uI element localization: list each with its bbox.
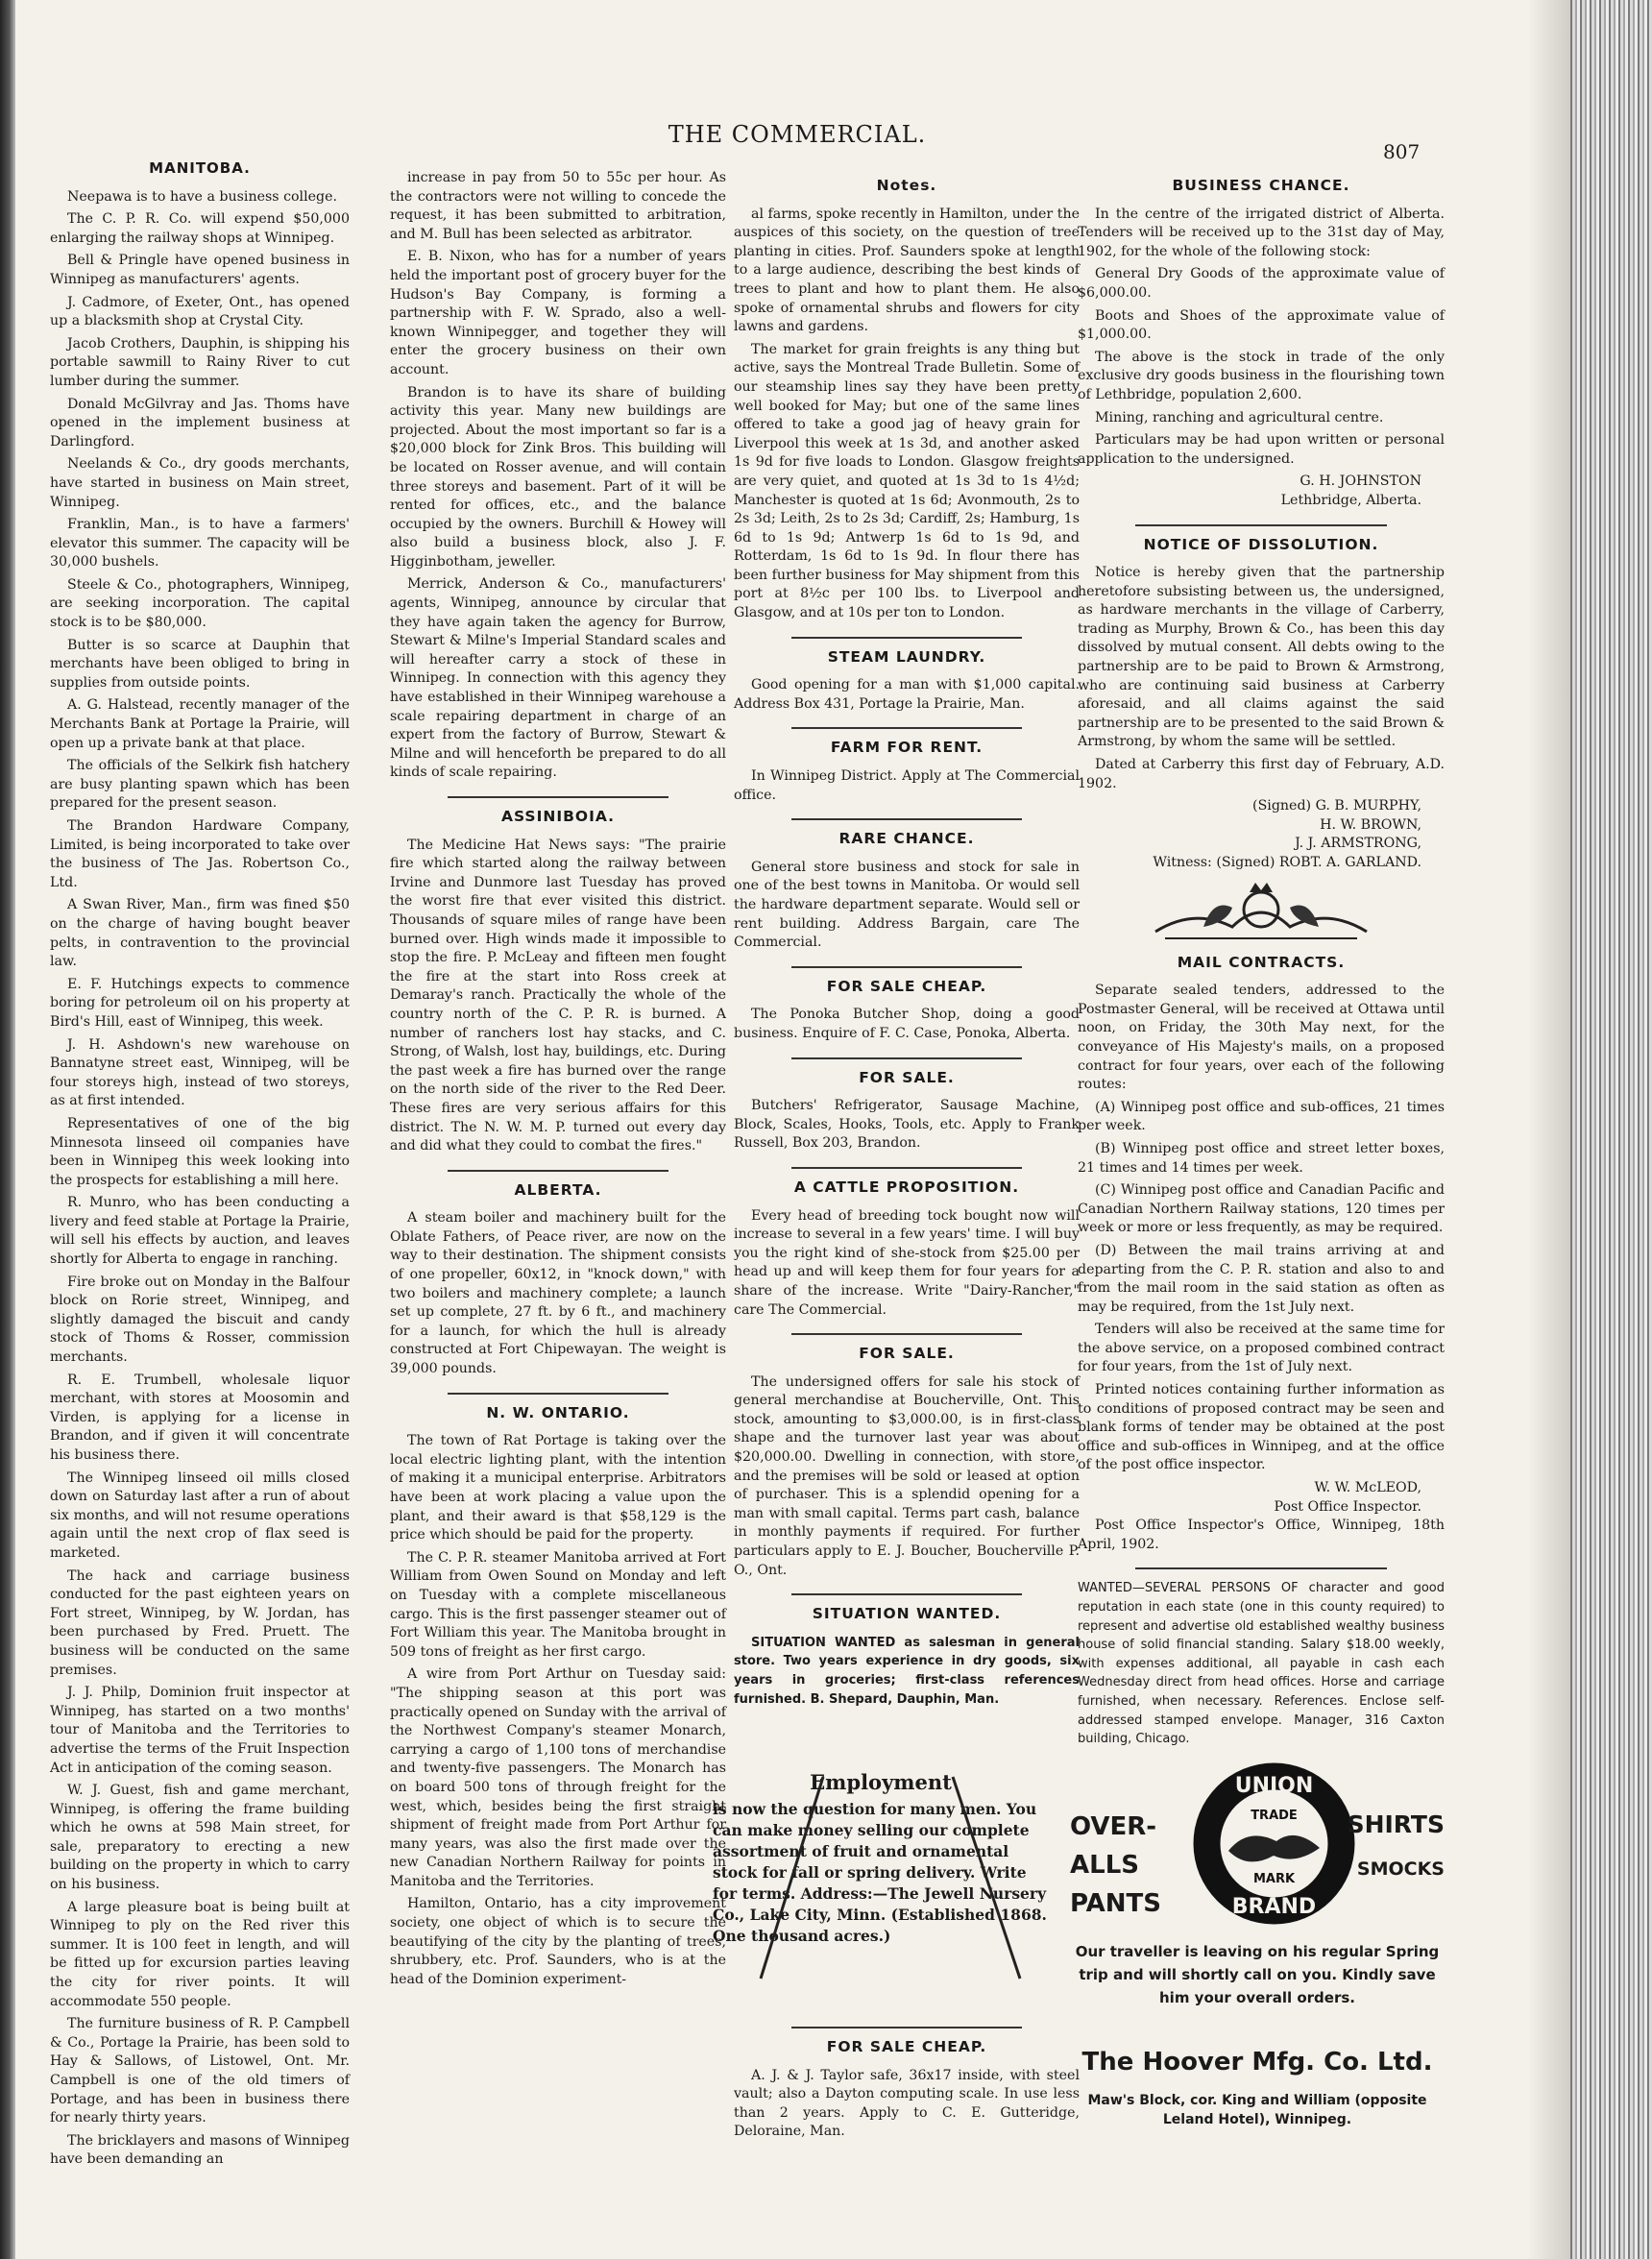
paragraph: The bricklayers and masons of Winnipeg have been demanding an [50, 2132, 350, 2168]
signature: (Signed) G. B. MURPHY, [1252, 798, 1421, 814]
paragraph: Merrick, Anderson & Co., manufacturers' agents, Winnipeg, announce by circular that they have again taken the agency for Burrow, Stewart & Milne's Imperial Standard scales and will hereafter carry a stock of these in Winnipeg. In connection with this agency they have established in their Winnipeg warehouse a scale repairing department in charge of an expert from the factory of Burrow, Stewart & Milne and will henceforth be prepared to do all kinds of scale repairing. [390, 576, 726, 781]
business-chance-text [1078, 206, 1445, 470]
product-label: SMOCKS [1356, 1858, 1445, 1880]
paragraph: A wire from Port Arthur on Tuesday said: "The shipping season at this port was practically opened on Sunday with the arrival of the Northwest Company's steamer Monarch, carrying a cargo of 1,100 tons of merchandise and twenty-five passengers. The Monarch has on board 500 tons of through freight for the west, which, besides being the first straight shipment of freight made from Port Arthur for many years, was also the first made over the new Canadian Northern Railway for points in Manitoba and the Territories. [390, 1666, 726, 1889]
paragraph: Neepawa is to have a business college. [67, 188, 338, 205]
ad-heading: MAIL CONTRACTS. [1177, 953, 1346, 971]
ad-text: Every head of breeding tock bought now will increase to several in a few years' time. I will buy you the right kind of she-stock from $25.00 per head up and will keep them for four years for a share of the increase. Write "Dairy-Rancher," care The Commercial. [734, 1207, 1080, 1318]
paragraph: The market for grain freights is any thing but active, says the Montreal Trade Bulletin. Some of our steamship lines say they have been pretty well booked for May; but one of the same lines offered to take a good jag of heavy grain for Liverpool this week at 1s 3d, and another asked 1s 9d for five loads to London. Glasgow freights are very quiet, and quoted at 1s 3d to 1s 4½d; Manchester is quoted at 1s 6d; Avonmouth, 2s to 2s 3d; Leith, 2s to 2s 3d; Cardiff, 2s; Hamburg, 1s 6d to 1s 9d; Antwerp 1s 6d to 1s 9d, and Rotterdam, 1s 6d to 1s 9d. In flour there has been further business for May shipment from this port at 8½c per 100 lbs. to Liverpool and Glasgow, and at 10s per ton to London. [734, 341, 1080, 621]
ad-text: The Ponoka Butcher Shop, doing a good business. Enquire of F. C. Case, Ponoka, Alberta. [734, 1007, 1080, 1041]
divider [791, 2027, 1022, 2028]
paragraph: Hamilton, Ontario, has a city improvement society, one object of which is to secure the beautifying of the city by the planting of trees, shrubbery, etc. Prof. Saunders, who is at the head of the Dominion experiment- [390, 1896, 726, 1987]
column-manitoba [50, 152, 350, 2168]
mail-place: Post Office Inspector's Office, Winnipeg, 18th April, 1902. [1078, 1518, 1445, 1552]
paragraph: Printed notices containing further information as to conditions of proposed contract may be seen and blank forms of tender may be obtained at the post office and sub-offices in Winnipeg, and at the office of the post office inspector. [1078, 1382, 1445, 1473]
paragraph: The C. P. R. steamer Manitoba arrived at Fort William from Owen Sound on Monday and left on Tuesday with a complete miscellaneous cargo. This is the first passenger steamer out of Fort William this year. The Manitoba brought in 509 tons of freight as her first cargo. [390, 1549, 726, 1660]
ad-heading: FARM FOR RENT. [830, 739, 984, 757]
paragraph: Franklin, Man., is to have a farmers' elevator this summer. The capacity will be 30,000 bushels. [50, 517, 350, 571]
ad-heading: FOR SALE. [859, 1068, 955, 1086]
section-heading: N. W. ONTARIO. [486, 1403, 630, 1421]
paragraph: The Brandon Hardware Company, Limited, is being incorporated to take over the business of The Jas. Robertson Co., Ltd. [50, 818, 350, 890]
logo-bottom-text: BRAND [1231, 1895, 1317, 1919]
ad-heading: STEAM LAUNDRY. [827, 647, 986, 666]
paragraph: (C) Winnipeg post office and Canadian Pacific and Canadian Northern Railway stations, 120 times per week or more or less frequently, as may be required. [1078, 1182, 1445, 1236]
paragraph: Mining, ranching and agricultural centre. [1095, 409, 1384, 425]
ad-products-left [1070, 1808, 1161, 1923]
signature-title: Post Office Inspector. [1274, 1498, 1421, 1515]
paragraph: J. Cadmore, of Exeter, Ont., has opened up a blacksmith shop at Crystal City. [50, 294, 350, 329]
paragraph: Particulars may be had upon written or personal application to the undersigned. [1078, 432, 1445, 467]
paragraph: R. Munro, who has been conducting a livery and feed stable at Portage la Prairie, will sell his effects by auction, and leaves shortly for Alberta to engage in ranching. [50, 1195, 350, 1268]
paragraph: Separate sealed tenders, addressed to the Postmaster General, will be received at Ottawa until noon, on Friday, the 30th May next, for the conveyance of His Majesty's mails, on a proposed contract for four years, over each of the following routes: [1078, 983, 1445, 1093]
paragraph: al farms, spoke recently in Hamilton, under the auspices of this society, on the question of tree planting in cities. Prof. Saunders spoke at length to a large audience, describing the best kinds of trees to plant and how to plant them. He also spoke of ornamental shrubs and flowers for city lawns and gardens. [734, 206, 1080, 335]
ad-text: General store business and stock for sale in one of the best towns in Manitoba. Or would sell the hardware department separate. Would sell or rent building. Address Bargain, care The Commercial. [734, 859, 1080, 951]
divider [791, 1057, 1022, 1059]
section-heading: MANITOBA. [149, 159, 251, 177]
product-label: OVER- [1070, 1812, 1157, 1841]
paragraph: Brandon is to have its share of building activity this year. Many new buildings are projected. About the most important so far is a $20,000 block for Zink Bros. This building will be located on Rosser avenue, and will contain three storeys and basement. Part of it will be rented for offices, etc., and the balance occupied by the owners. Burchill & Howey will also build a business block, also J. F. Higginbotham, jeweller. [390, 384, 726, 570]
logo-trade-text: TRADE [1251, 1809, 1298, 1823]
company-name: The Hoover Mfg. Co. Ltd. [1081, 2048, 1433, 2077]
mail-contracts-text [1078, 982, 1445, 1475]
ad-text: In Winnipeg District. Apply at The Commercial office. [734, 768, 1080, 803]
page-title: THE COMMERCIAL. [668, 121, 927, 148]
paragraph: A steam boiler and machinery built for the Oblate Fathers, of Peace river, are now on the way to their destination. The shipment consists of one propeller, 60x12, in "knock down," with two boilers and machinery complete; a launch set up complete, 27 ft. by 6 ft., and machinery for a launch, for which the hull is already constructed at Fort Chipewayan. The weight is 39,000 pounds. [390, 1210, 726, 1377]
ad-note: Our traveller is leaving on his regular Spring trip and will shortly call on you. Kindly save him your overall orders. [1075, 1943, 1440, 2006]
employment-text: is now the question for many men. You can make money selling our complete assortment of fruit and ornamental stock for fall or spring delivery. Write for terms. Address:—The Jewell Nursery Co., Lake City, Minn. (Established 1868. One thousand acres.) [713, 1800, 1047, 1945]
logo-top-text: UNION [1234, 1774, 1314, 1798]
royal-arms-icon [1136, 879, 1386, 946]
divider [791, 1333, 1022, 1335]
ad-heading: RARE CHANCE. [838, 830, 975, 848]
ad-text: Butchers' Refrigerator, Sausage Machine, Block, Scales, Hooks, Tools, etc. Apply to Frank Russell, Box 203, Brandon. [734, 1098, 1080, 1152]
paragraph: Tenders will also be received at the same time for the above service, on a proposed combined contract for four years, from the 1st of July next. [1078, 1322, 1445, 1375]
paragraph: The above is the stock in trade of the only exclusive dry goods business in the flourishing town of Lethbridge, population 2,600. [1078, 349, 1445, 402]
page-binding-right [1570, 0, 1652, 2259]
product-label: SHIRTS [1347, 1810, 1445, 1838]
page-number: 807 [1383, 140, 1421, 163]
paragraph: Bell & Pringle have opened business in Winnipeg as manufacturers' agents. [50, 253, 350, 287]
notes-text [734, 206, 1080, 623]
paragraph: E. F. Hutchings expects to commence boring for petroleum oil on his property at Bird's Hill, east of Winnipeg, this week. [50, 976, 350, 1030]
paragraph: Neelands & Co., dry goods merchants, have started in business on Main street, Winnipeg. [50, 456, 350, 510]
paragraph: (A) Winnipeg post office and sub-offices, 21 times per week. [1078, 1099, 1445, 1134]
ad-text: SITUATION WANTED as salesman in general store. Two years experience in dry goods, six years in groceries; first-class references furnished. B. Shepard, Dauphin, Man. [734, 1635, 1080, 1707]
signature: H. W. BROWN, [1320, 816, 1421, 833]
signature: J. J. ARMSTRONG, [1295, 836, 1421, 852]
paragraph: The town of Rat Portage is taking over the local electric lighting plant, with the intention of making it a municipal enterprise. Arbitrators have been at work placing a value upon the plant, and their award is that $58,129 is the price which should be paid for the property. [390, 1433, 726, 1543]
divider [791, 818, 1022, 820]
paragraph: Fire broke out on Monday in the Balfour block on Rorie street, Winnipeg, and slightly damaged the biscuit and candy stock of Thoms & Rosser, commission merchants. [50, 1274, 350, 1366]
product-label: ALLS [1070, 1851, 1139, 1880]
strike-through-mark [732, 1772, 1030, 1983]
ad-heading: SITUATION WANTED. [812, 1605, 1002, 1623]
paragraph: General Dry Goods of the approximate value of $6,000.00. [1078, 266, 1445, 301]
divider [791, 966, 1022, 968]
divider [448, 1170, 668, 1172]
paragraph: increase in pay from 50 to 55c per hour. As the contractors were not willing to concede the request, it has been submitted to arbitration, and M. Bull has been selected as arbitrator. [390, 170, 726, 242]
paragraph: Steele & Co., photographers, Winnipeg, are seeking incorporation. The capital stock is to be $80,000. [50, 576, 350, 631]
ad-text: The undersigned offers for sale his stock of general merchandise at Boucherville, Ont. This stock, amounting to $3,000.00, is in first-class shape and the turnover last year was about $20,000.00. Dwelling in connection, with store, and the premises will be sold or leased at option of purchaser. This is a splendid opening for a man with small capital. Terms part cash, balance in monthly payments if required. For further particulars apply to E. J. Boucher, Boucherville P. O., Ont. [734, 1373, 1080, 1578]
product-label: PANTS [1070, 1889, 1162, 1918]
paragraph: R. E. Trumbell, wholesale liquor merchant, with stores at Moosomin and Virden, is applying for a license in Brandon, and if given it will concentrate his business there. [50, 1372, 350, 1463]
paragraph: J. J. Philp, Dominion fruit inspector at Winnipeg, has started on a two months' tour of Manitoba and the Territories to advertise the terms of the Fruit Inspection Act in anticipation of the coming season. [50, 1685, 350, 1776]
union-brand-logo-icon [1190, 1760, 1358, 1928]
page-shadow [1527, 0, 1570, 2259]
column-two [390, 169, 726, 2119]
divider [791, 727, 1022, 729]
paragraph: Representatives of one of the big Minnesota linseed oil companies have been in Winnipeg this week looking into the prospects for establishing a mill here. [50, 1115, 350, 1188]
employment-title: Employment [810, 1770, 952, 1794]
paragraph: The Winnipeg linseed oil mills closed down on Saturday last after a run of about six months, and will not resume operations again until the next crop of flax seed is marketed. [50, 1470, 350, 1561]
manitoba-news [50, 188, 350, 2170]
employment-ad [713, 1772, 1049, 1983]
paragraph: The hack and carriage business conducted for the past eighteen years on Fort street, Winnipeg, by W. Jordan, has been purchased by Fred. Pruett. The business will be conducted on the same premises. [50, 1567, 350, 1678]
dissolution-date: Dated at Carberry this first day of February, A.D. 1902. [1078, 757, 1445, 791]
ad-heading: BUSINESS CHANCE. [1172, 177, 1350, 194]
signature-place: Lethbridge, Alberta. [1280, 492, 1421, 508]
page-binding-left [0, 0, 15, 2259]
ad-heading: NOTICE OF DISSOLUTION. [1143, 535, 1379, 553]
manitoba-news-continued [390, 169, 726, 783]
company-address: Maw's Block, cor. King and William (opposite Leland Hotel), Winnipeg. [1087, 2093, 1427, 2127]
dissolution-text: Notice is hereby given that the partnership heretofore subsisting between us, the undersigned, as hardware merchants in the village of Carberry, trading as Murphy, Brown & Co., has been this day dissolved by mutual consent. All debts owing to the partnership are to be paid to Brown & Armstrong, who are continuing said business at Carberry aforesaid, and all claims against the said partnership are to be presented to the said Brown & Armstrong, by whom the same will be settled. [1078, 565, 1445, 750]
ad-heading: FOR SALE. [859, 1345, 955, 1363]
divider [448, 796, 668, 798]
paragraph: J. H. Ashdown's new warehouse on Bannatyne street east, Winnipeg, will be four storeys high, instead of two storeys, as at first intended. [50, 1036, 350, 1109]
ad-heading: FOR SALE CHEAP. [826, 977, 987, 995]
paragraph: Butter is so scarce at Dauphin that merchants have been obliged to bring in supplies from outside points. [50, 637, 350, 691]
ontario-news [390, 1432, 726, 1989]
for-sale-cheap-ad [734, 2013, 1080, 2142]
paragraph: E. B. Nixon, who has for a number of years held the important post of grocery buyer for the Hudson's Bay Company, is forming a partnership with F. W. Sprado, also a well-known Winnipegger, and together they will enter the grocery business on their own account. [390, 249, 726, 377]
section-heading: ALBERTA. [514, 1180, 602, 1199]
divider [791, 1593, 1022, 1595]
paragraph: Jacob Crothers, Dauphin, is shipping his portable sawmill to Rainy River to cut lumber during the summer. [50, 335, 350, 389]
logo-mark-text: MARK [1252, 1872, 1296, 1886]
paragraph: Donald McGilvray and Jas. Thoms have opened in the implement business at Darlingford. [50, 396, 350, 449]
paragraph: The Medicine Hat News says: "The prairie fire which started along the railway between Irvine and Dunmore last Tuesday has proved the worst fire that ever visited this district. Thousands of square miles of range have been burned over. High winds made it impossible to stop the fire. P. McLeay and fifteen men fought the fire at the start into Ross creek at Demaray's ranch. Practically the whole of the country north of the C. P. R. is burned. A number of ranchers lost hay stacks, and C. Strong, of Walsh, lost hay, buildings, etc. During the past week a fire has burned over the range on the north side of the river to the Red Deer. These fires are very serious affairs for this district. The N. W. M. P. turned out every day and did what they could to combat the fires." [390, 837, 726, 1154]
alberta-news [390, 1209, 726, 1378]
paragraph: The officials of the Selkirk fish hatchery are busy planting spawn which has been prepared for the present season. [50, 758, 350, 812]
paragraph: Boots and Shoes of the approximate value of $1,000.00. [1078, 307, 1445, 343]
ad-heading: FOR SALE CHEAP. [826, 2038, 987, 2055]
paragraph: A large pleasure boat is being built at Winnipeg to ply on the Red river this summer. It is 100 feet in length, and will be fitted up for excursion parties leaving the city for river points. It will accommodate 550 people. [50, 1899, 350, 2009]
ad-text: Good opening for a man with $1,000 capital. Address Box 431, Portage la Prairie, Man. [734, 677, 1080, 712]
paragraph: (D) Between the mail trains arriving at and departing from the C. P. R. station and also to and from the mail room in the said station as often as may be required, from the 1st July next. [1078, 1242, 1445, 1315]
assiniboia-news [390, 837, 726, 1156]
section-heading: Notes. [876, 177, 937, 194]
wanted-ad: WANTED—SEVERAL PERSONS OF character and good reputation in each state (one in this county required) to represent and advertise old established wealthy business house of solid financial standing. Salary $18.00 weekly, with expenses additional, all payable in cash each Wednesday direct from head offices. Horse and carriage furnished, when necessary. References. Enclose self-addressed stamped envelope. Manager, 316 Caxton building, Chicago. [1078, 1581, 1445, 1747]
paragraph: In the centre of the irrigated district of Alberta. Tenders will be received up to the 31st day of May, 1902, for the whole of the following stock: [1078, 206, 1445, 259]
paragraph: The furniture business of R. P. Campbell & Co., Portage la Prairie, has been sold to Hay & Sallows, of Listowel, Ont. Mr. Campbell is one of the old timers of Portage, and has been in business there for nearly thirty years. [50, 2016, 350, 2126]
ad-heading: A CATTLE PROPOSITION. [793, 1178, 1020, 1196]
divider [1135, 524, 1387, 526]
column-four [1078, 169, 1445, 1747]
divider [791, 1167, 1022, 1169]
paragraph: The C. P. R. Co. will expend $50,000 enlarging the railway shops at Winnipeg. [50, 211, 350, 246]
signature: W. W. McLEOD, [1314, 1480, 1421, 1496]
divider [791, 637, 1022, 639]
divider [448, 1393, 668, 1395]
divider [1135, 1567, 1387, 1569]
paragraph: W. J. Guest, fish and game merchant, Winnipeg, is offering the frame building which he owns at 598 Main street, for sale, preparatory to erecting a new building on the property in which to carry on his business. [50, 1783, 350, 1893]
ad-text: A. J. & J. Taylor safe, 36x17 inside, with steel vault; also a Dayton computing scale. In use less than 2 years. Apply to C. E. Gutteridge, Deloraine, Man. [734, 2067, 1080, 2140]
union-brand-ad [1070, 1760, 1445, 2127]
ad-products-right [1348, 1803, 1445, 1891]
paragraph: A. G. Halstead, recently manager of the Merchants Bank at Portage la Prairie, will open up a private bank at that place. [50, 697, 350, 751]
witness: Witness: (Signed) ROBT. A. GARLAND. [1153, 855, 1421, 870]
signature: G. H. JOHNSTON [1300, 474, 1421, 490]
section-heading: ASSINIBOIA. [500, 808, 616, 825]
paragraph: A Swan River, Man., firm was fined $50 on the charge of having bought beaver pelts, in contravention to the provincial law. [50, 897, 350, 970]
paragraph: (B) Winnipeg post office and street letter boxes, 21 times and 14 times per week. [1078, 1140, 1445, 1176]
